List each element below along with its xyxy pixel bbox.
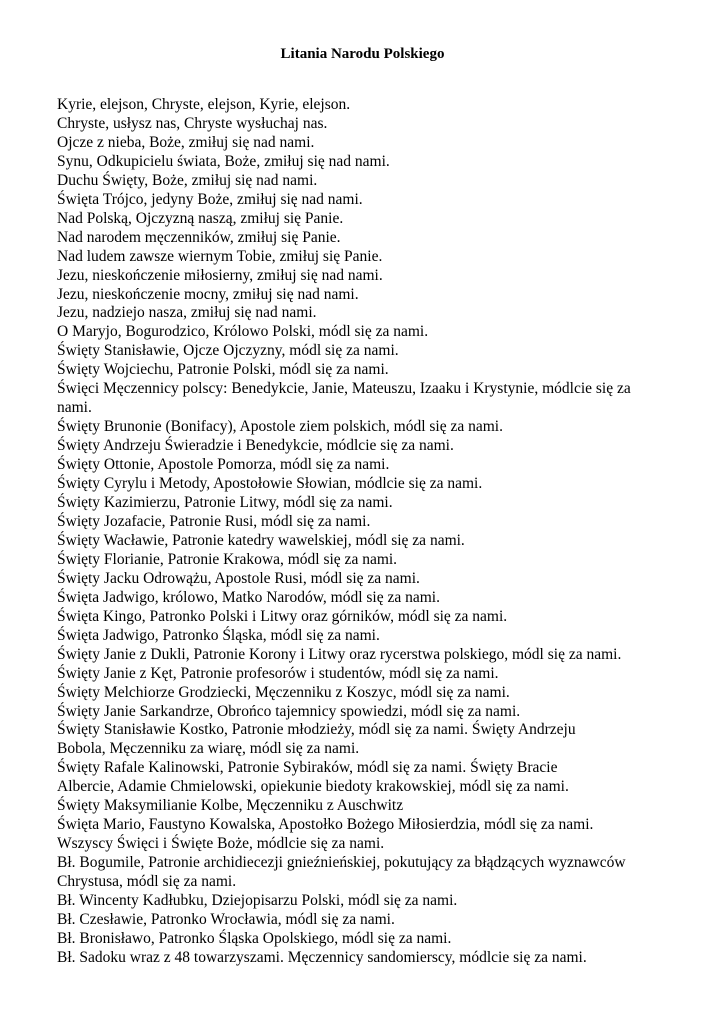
litany-line: nami. <box>57 399 92 417</box>
litany-line: Nad ludem zawsze wiernym Tobie, zmiłuj się Panie. <box>57 247 383 265</box>
litany-line: Święty Wacławie, Patronie katedry wawelskiej, módl się za nami. <box>57 531 465 549</box>
litany-line: Nad narodem męczenników, zmiłuj się Panie. <box>57 228 341 246</box>
litany-line: Święty Jozafacie, Patronie Rusi, módl się za nami. <box>57 512 371 530</box>
litany-line: O Maryjo, Bogurodzico, Królowo Polski, módl się za nami. <box>57 323 429 341</box>
litany-line: Synu, Odkupicielu świata, Boże, zmiłuj się nad nami. <box>57 152 390 170</box>
litany-line: Chrystusa, módl się za nami. <box>57 873 237 891</box>
litany-line: Święty Cyrylu i Metody, Apostołowie Słowian, módlcie się za nami. <box>57 475 483 493</box>
litany-line: Święta Kingo, Patronko Polski i Litwy oraz górników, módl się za nami. <box>57 607 508 625</box>
litany-text <box>57 96 672 968</box>
litany-line: Jezu, nieskończenie mocny, zmiłuj się nad nami. <box>57 285 359 303</box>
litany-line: Święta Jadwigo, królowo, Matko Narodów, módl się za nami. <box>57 588 440 606</box>
litany-line: Bł. Sadoku wraz z 48 towarzyszami. Męczennicy sandomierscy, módlcie się za nami. <box>57 948 587 966</box>
litany-line: Kyrie, elejson, Chryste, elejson, Kyrie, elejson. <box>57 96 351 113</box>
litany-line: Święci Męczennicy polscy: Benedykcie, Janie, Mateuszu, Izaaku i Krystynie, módlcie się za <box>57 380 631 398</box>
litany-line: Święty Andrzeju Świeradzie i Benedykcie, módlcie się za nami. <box>57 437 454 455</box>
litany-line: Święta Trójco, jedyny Boże, zmiłuj się nad nami. <box>57 190 363 208</box>
litany-line: Bł. Bronisławo, Patronko Śląska Opolskiego, módl się za nami. <box>57 929 452 947</box>
litany-line: Bł. Czesławie, Patronko Wrocławia, módl się za nami. <box>57 910 395 928</box>
litany-line: Święty Wojciechu, Patronie Polski, módl się za nami. <box>57 361 389 379</box>
litany-line: Bł. Wincenty Kadłubku, Dziejopisarzu Polski, módl się za nami. <box>57 892 458 910</box>
litany-line: Jezu, nieskończenie miłosierny, zmiłuj się nad nami. <box>57 266 383 284</box>
litany-line: Święty Janie z Kęt, Patronie profesorów i studentów, módl się za nami. <box>57 664 499 682</box>
litany-line: Jezu, nadziejo nasza, zmiłuj się nad nami. <box>57 304 317 322</box>
litany-line: Bł. Bogumile, Patronie archidiecezji gnieźnieńskiej, pokutujący za błądzących wyznawców <box>57 854 626 872</box>
litany-line: Święta Mario, Faustyno Kowalska, Apostołko Bożego Miłosierdzia, módl się za nami. <box>57 816 594 834</box>
litany-line: Święty Melchiorze Grodziecki, Męczenniku z Koszyc, módl się za nami. <box>57 683 510 701</box>
litany-line: Święta Jadwigo, Patronko Śląska, módl się za nami. <box>57 626 380 644</box>
litany-line: Nad Polską, Ojczyzną naszą, zmiłuj się Panie. <box>57 209 344 227</box>
litany-line: Chryste, usłysz nas, Chryste wysłuchaj nas. <box>57 114 328 132</box>
litany-line: Święty Rafale Kalinowski, Patronie Sybiraków, módl się za nami. Święty Bracie <box>57 759 558 777</box>
litany-line: Ojcze z nieba, Boże, zmiłuj się nad nami. <box>57 133 315 151</box>
document-title: Litania Narodu Polskiego <box>280 46 445 62</box>
litany-line: Święty Maksymilianie Kolbe, Męczenniku z Auschwitz <box>57 797 404 815</box>
litany-line: Święty Jacku Odrowążu, Apostole Rusi, módl się za nami. <box>57 569 420 587</box>
litany-line: Święty Stanisławie Kostko, Patronie młodzieży, módl się za nami. Święty Andrzeju <box>57 721 576 739</box>
litany-line: Święty Brunonie (Bonifacy), Apostole ziem polskich, módl się za nami. <box>57 418 503 436</box>
litany-line: Święty Ottonie, Apostole Pomorza, módl się za nami. <box>57 456 390 474</box>
litany-line: Święty Florianie, Patronie Krakowa, módl się za nami. <box>57 550 398 568</box>
litany-line: Duchu Święty, Boże, zmiłuj się nad nami. <box>57 171 318 189</box>
litany-line: Wszyscy Święci i Święte Boże, módlcie się za nami. <box>57 835 385 853</box>
litany-line: Święty Janie z Dukli, Patronie Korony i Litwy oraz rycerstwa polskiego, módl się za nami. <box>57 645 622 663</box>
litany-line: Święty Janie Sarkandrze, Obrońco tajemnicy spowiedzi, módl się za nami. <box>57 702 521 720</box>
litany-line: Albercie, Adamie Chmielowski, opiekunie biedoty krakowskiej, módl się za nami. <box>57 778 569 796</box>
litany-line: Święty Kazimierzu, Patronie Litwy, módl się za nami. <box>57 494 393 512</box>
litany-line: Bobola, Męczenniku za wiarę, módl się za nami. <box>57 740 360 758</box>
litany-line: Święty Stanisławie, Ojcze Ojczyzny, módl się za nami. <box>57 342 399 360</box>
